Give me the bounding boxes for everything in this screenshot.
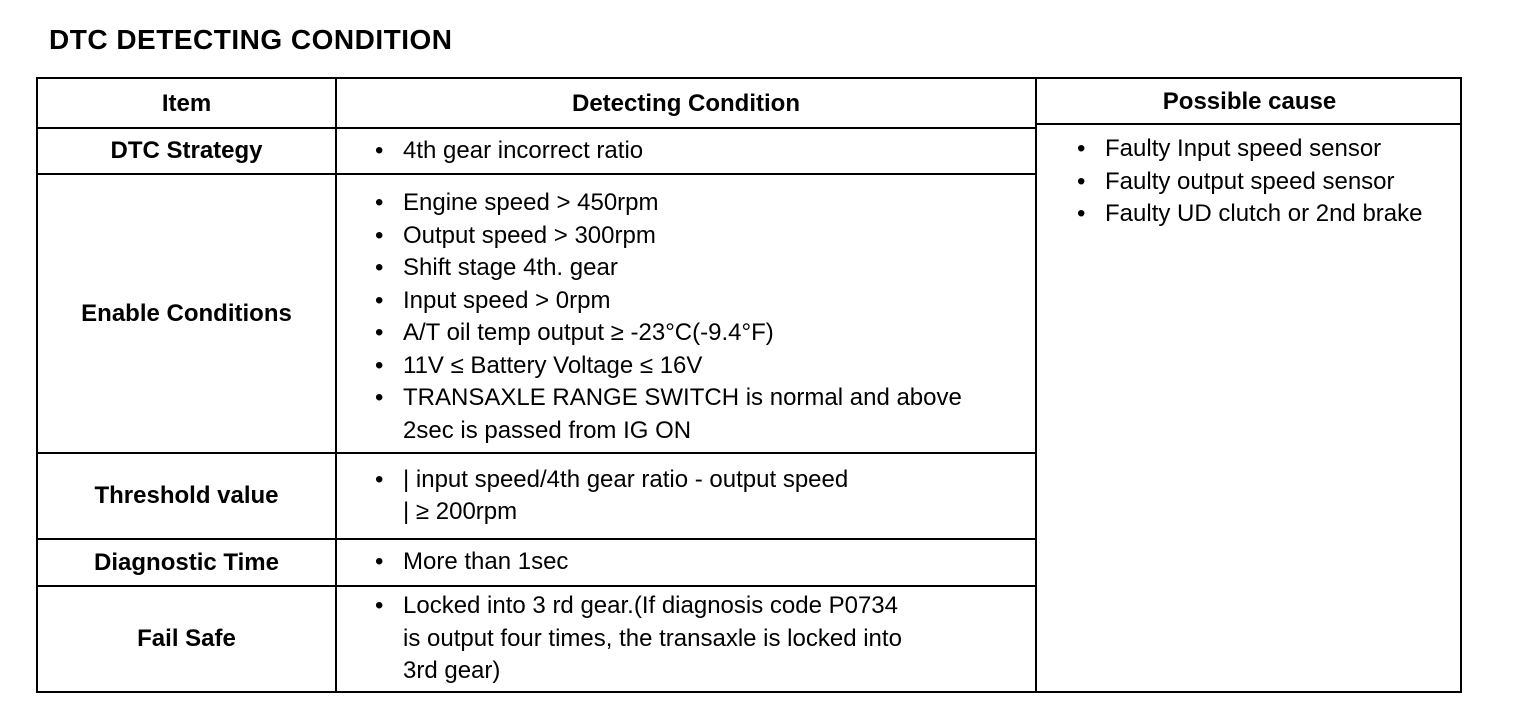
list-item: • Faulty Input speed sensor xyxy=(1077,135,1382,162)
list-item: • Faulty UD clutch or 2nd brake xyxy=(1077,200,1423,227)
item-fail-safe: Fail Safe xyxy=(137,625,236,652)
list-item: • 4th gear incorrect ratio xyxy=(375,136,644,164)
dtc-table xyxy=(36,77,1462,693)
list-item: • Output speed > 300rpm xyxy=(375,221,656,249)
item-dtc-strategy: DTC Strategy xyxy=(110,137,263,164)
list-item: • | input speed/4th gear ratio - output speed | ≥ 200rpm xyxy=(375,465,849,525)
list-item: • Input speed > 0rpm xyxy=(375,286,611,314)
condition-fail-safe xyxy=(337,587,1035,691)
list-item: • Faulty output speed sensor xyxy=(1077,167,1395,195)
list-item: • Engine speed > 450rpm xyxy=(375,189,659,216)
possible-cause-list xyxy=(1037,133,1462,333)
header-possible-cause: Possible cause xyxy=(1162,88,1337,115)
list-item: • A/T oil temp output ≥ -23°C(-9.4°F) xyxy=(375,319,774,346)
condition-dtc-strategy xyxy=(337,129,1035,173)
item-enable-conditions: Enable Conditions xyxy=(81,299,292,327)
list-item: • More than 1sec xyxy=(375,548,569,576)
list-item: • TRANSAXLE RANGE SWITCH is normal and above 2sec is passed from IG ON xyxy=(375,384,962,444)
item-diagnostic-time: Diagnostic Time xyxy=(94,548,279,576)
condition-threshold-value xyxy=(337,454,1035,538)
header-detecting-condition: Detecting Condition xyxy=(572,90,800,117)
list-item: • Locked into 3 rd gear.(If diagnosis code P0734 is output four times, the transaxle is locked into 3rd gear) xyxy=(375,592,902,685)
condition-diagnostic-time xyxy=(337,540,1035,585)
header-item: Item xyxy=(161,90,212,117)
list-item: • 11V ≤ Battery Voltage ≤ 16V xyxy=(375,351,703,379)
page-title: DTC DETECTING CONDITION xyxy=(49,24,453,55)
item-threshold-value: Threshold value xyxy=(94,482,279,509)
condition-enable-conditions xyxy=(337,187,1035,452)
list-item: • Shift stage 4th. gear xyxy=(375,254,618,281)
